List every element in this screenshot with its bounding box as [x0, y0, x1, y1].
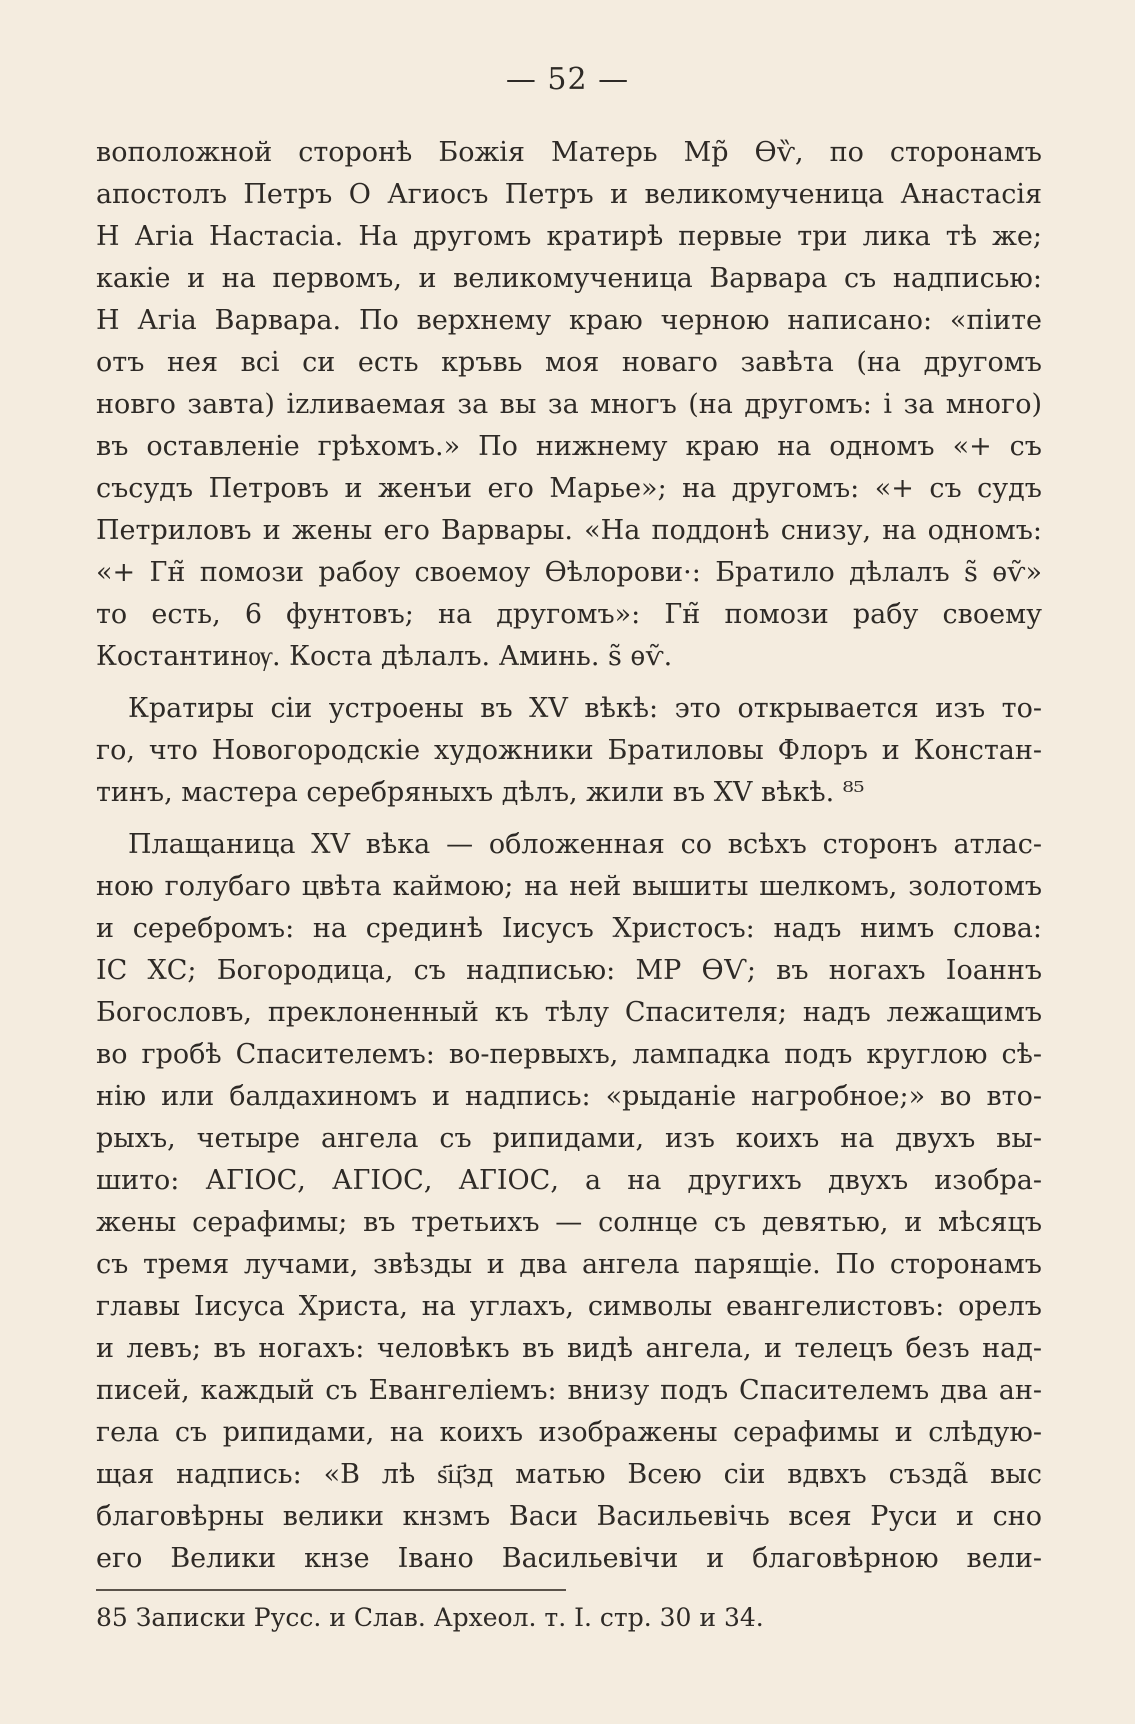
text-line: съ тремя лучами, звѣзды и два ангела парящіе. По сторонамъ — [96, 1249, 1042, 1280]
text-line: Плащаница XV вѣка — обложенная со всѣхъ сторонъ атлас- — [128, 829, 1042, 860]
text-line: отъ нея всі си есть кръвь моя новаго завѣта (на другомъ — [96, 347, 1042, 378]
text-line: его Велики кнзе Івано Васильевічи и благовѣрною вели- — [96, 1543, 1042, 1574]
text-line: воположной сторонѣ Божія Матерь Мр̃ Ѳѷ, по сторонамъ — [96, 137, 1042, 168]
text-line: главы Іисуса Христа, на углахъ, символы евангелистовъ: орелъ — [96, 1291, 1042, 1322]
text-line: Н Агіа Настасіа. На другомъ кратирѣ первые три лика тѣ же; — [96, 221, 1042, 252]
text-line: Богословъ, преклоненный къ тѣлу Спасителя; надъ лежащимъ — [96, 997, 1042, 1028]
page-number: — 52 — — [505, 62, 630, 97]
text-line: апостолъ Петръ О Агиосъ Петръ и великомученица Анастасія — [96, 179, 1042, 210]
text-line: ІС ХС; Богородица, съ надписью: МР ѲѴ; въ ногахъ Іоаннъ — [96, 955, 1042, 986]
text-line: въ оставленіе грѣхомъ.» По нижнему краю на одномъ «+ съ — [96, 431, 1042, 462]
text-line: Костантинѹ. Коста дѣлалъ. Аминь. ѕ̃ ѳѵ̃. — [96, 641, 673, 672]
text-line: писей, каждый съ Евангеліемъ: внизу подъ Спасителемъ два ан- — [96, 1375, 1042, 1406]
text-line: и левъ; въ ногахъ: человѣкъ въ видѣ ангела, и телецъ безъ над- — [96, 1333, 1042, 1364]
text-line: Н Агіа Варвара. По верхнему краю черною написано: «піите — [96, 305, 1042, 336]
text-line: Кратиры сіи устроены въ XV вѣкѣ: это открывается изъ то- — [128, 693, 1042, 724]
text-line: шито: АГІОС, АГІОС, АГІОС, а на другихъ двухъ изобра- — [96, 1165, 1042, 1196]
text-line: нію или балдахиномъ и надпись: «рыданіе нагробное;» во вто- — [96, 1081, 1042, 1112]
footnote: 85 Записки Русс. и Слав. Археол. т. І. стр. 30 и 34. — [96, 1603, 764, 1632]
text-line: «+ Гн̃ помози рабоу своемоу Ѳѣлорови·: Братило дѣлалъ ѕ̃ ѳѵ̃» — [96, 557, 1042, 588]
text-line: гела съ рипидами, на коихъ изображены серафимы и слѣдую- — [96, 1417, 1042, 1448]
text-line: и серебромъ: на срединѣ Іисусъ Христосъ: надъ нимъ слова: — [96, 913, 1042, 944]
text-line: новго завта) іzливаемая за вы за многъ (на другомъ: і за много) — [96, 389, 1042, 420]
text-line: съсудъ Петровъ и женъи его Марье»; на другомъ: «+ съ судъ — [96, 473, 1042, 504]
text-line: Петриловъ и жены его Варвары. «На поддонѣ снизу, на одномъ: — [96, 515, 1042, 546]
text-line: щая надпись: «В лѣ ѕ҃ц҃зд матью Всею сіи вдвхъ създа̃ выс — [96, 1459, 1042, 1490]
text-line: то есть, 6 фунтовъ; на другомъ»: Гн̃ помози рабу своему — [96, 599, 1042, 630]
text-line: го, что Новогородскіе художники Братиловы Флоръ и Констан- — [96, 735, 1042, 766]
footnote-divider — [96, 1589, 566, 1591]
body-text — [96, 132, 1042, 1580]
text-line: рыхъ, четыре ангела съ рипидами, изъ коихъ на двухъ вы- — [96, 1123, 1042, 1154]
text-line: ною голубаго цвѣта каймою; на ней вышиты шелкомъ, золотомъ — [96, 871, 1042, 902]
text-line: жены серафимы; въ третьихъ — солнце съ девятью, и мѣсяцъ — [96, 1207, 1042, 1238]
text-line: благовѣрны велики кнзмъ Васи Васильевічь всея Руси и сно — [96, 1501, 1042, 1532]
text-line: какіе и на первомъ, и великомученица Варвара съ надписью: — [96, 263, 1042, 294]
text-line: тинъ, мастера серебряныхъ дѣлъ, жили въ XV вѣкѣ. ⁸⁵ — [96, 777, 865, 808]
text-line: во гробѣ Спасителемъ: во-первыхъ, лампадка подъ круглою сѣ- — [96, 1039, 1042, 1070]
